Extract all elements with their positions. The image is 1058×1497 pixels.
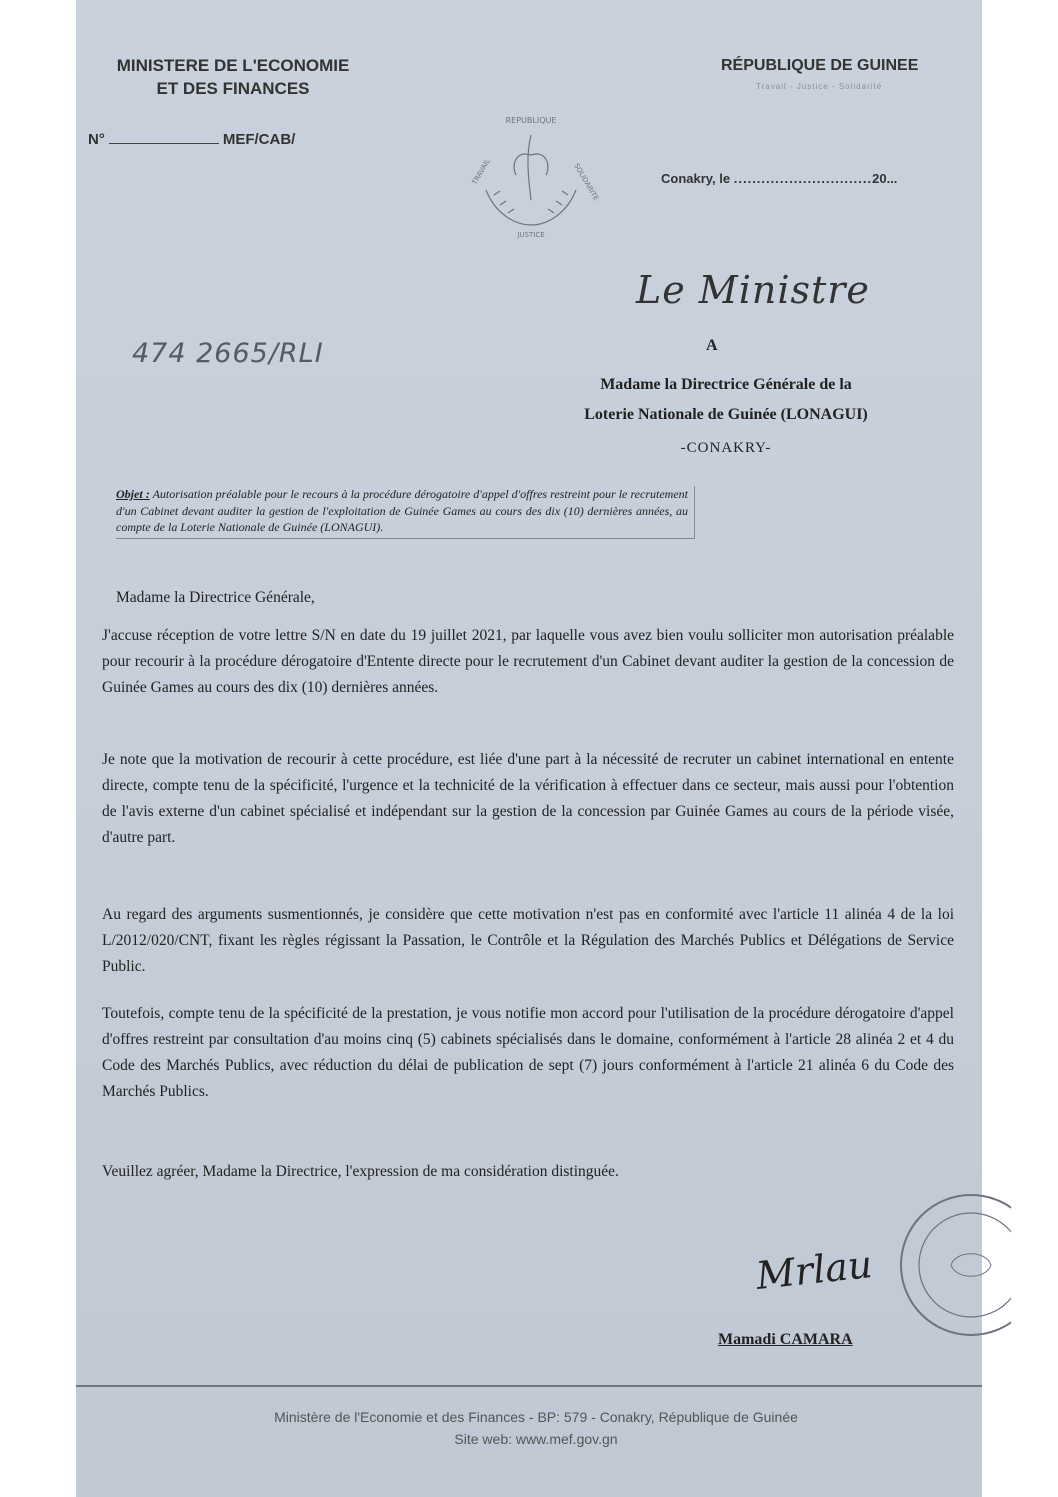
- footer-address: Ministère de l'Economie et des Finances - BP: 579 - Conakry, République de Guinée: [274, 1409, 798, 1425]
- footer-divider: [76, 1385, 982, 1387]
- subject-block: [116, 486, 695, 539]
- paragraph-4: Toutefois, compte tenu de la spécificité de la prestation, je vous notifie mon accord pour l'utilisation de la procédure dérogatoire d'appel d'offres restreint par consultation d'au moins cinq (5) cabinets spécialisés dans le domaine, conformément à l'article 28 alinéa 2 et 4 du Code des Marchés Publics, avec réduction du délai de publication de sept (7) jours conformément à l'article 21 alinéa 6 du Code des Marchés Publics.: [102, 1005, 954, 1100]
- recipient-a: A: [706, 337, 718, 354]
- date-dots: ..............................: [733, 171, 873, 186]
- republic-header: RÉPUBLIQUE DE GUINEE: [721, 57, 919, 74]
- date-line: [661, 171, 897, 186]
- ministry-line1: MINISTERE DE L'ECONOMIE: [116, 56, 350, 75]
- ref-suffix: MEF/CAB/: [222, 131, 296, 148]
- page-footer: [136, 1406, 936, 1450]
- paragraph-2: Je note que la motivation de recourir à cette procédure, est liée d'une part à la nécessité de recruter un cabinet international en entente directe, compte tenu de la spécificité, l'urgence et la technicité de la vérification à effectuer dans ce secteur, mais aussi pour l'obtention de l'avis externe d'un cabinet spécialisé et indépendant sur la gestion de la concession par Guinée Games au cours de la période visée, d'autre part.: [102, 751, 954, 846]
- emblem-text-bottom: JUSTICE: [517, 231, 545, 239]
- sender-title: Le Ministre: [636, 268, 870, 312]
- closing-formula: Veuillez agréer, Madame la Directrice, l'expression de ma considération distinguée.: [102, 1163, 619, 1180]
- recipient-city: -CONAKRY-: [680, 440, 772, 456]
- national-emblem-icon: [456, 95, 606, 245]
- recipient-address: [506, 370, 946, 430]
- emblem-text-right: SOLIDARITE: [572, 162, 601, 203]
- signatory-name: Mamadi CAMARA: [718, 1331, 853, 1348]
- republic-devise: Travail - Justice - Solidarité: [756, 82, 883, 91]
- ministry-line2: ET DES FINANCES: [156, 79, 310, 98]
- emblem-text-left: TRAVAIL: [470, 157, 492, 186]
- ref-prefix: N°: [88, 131, 105, 148]
- recipient-line2: Loterie Nationale de Guinée (LONAGUI): [584, 406, 868, 423]
- footer-website: Site web: www.mef.gov.gn: [454, 1431, 618, 1447]
- subject-label: Objet :: [116, 487, 150, 501]
- salutation: Madame la Directrice Générale,: [116, 589, 315, 606]
- recipient-line1: Madame la Directrice Générale de la: [600, 376, 852, 393]
- handwritten-signature: Mrlau: [754, 1242, 875, 1298]
- letter-page: [76, 0, 982, 1497]
- date-year: 20...: [872, 171, 898, 186]
- handwritten-reference: 474 2665/RLI: [132, 338, 324, 369]
- official-seal-icon: [891, 1180, 1011, 1350]
- paragraph-1: J'accuse réception de votre lettre S/N en date du 19 juillet 2021, par laquelle vous avez bien voulu solliciter mon autorisation préalable pour recourir à la procédure dérogatoire d'Entente directe pour le recrutement d'un Cabinet devant auditer la gestion de la concession de Guinée Games au cours des dix (10) dernières années.: [102, 627, 954, 696]
- paragraph-3: Au regard des arguments susmentionnés, je considère que cette motivation n'est pas en conformité avec l'article 11 alinéa 4 de la loi L/2012/020/CNT, fixant les règles régissant la Passation, le Contrôle et la Régulation des Marchés Publics et Délégations de Service Public.: [102, 906, 954, 975]
- emblem-text-top: REPUBLIQUE: [505, 116, 557, 125]
- date-label: Conakry, le: [661, 171, 731, 186]
- ref-blank: [109, 143, 219, 144]
- subject-text: Autorisation préalable pour le recours à la procédure dérogatoire d'appel d'offres restreint pour le recrutement d'un Cabinet devant auditer la gestion de l'exploitation de Guinée Games au cours des dix (10) dernières années, au compte de la Loterie Nationale de Guinée (LONAGUI).: [116, 487, 688, 534]
- reference-number: [88, 131, 295, 148]
- ministry-header: [88, 54, 378, 100]
